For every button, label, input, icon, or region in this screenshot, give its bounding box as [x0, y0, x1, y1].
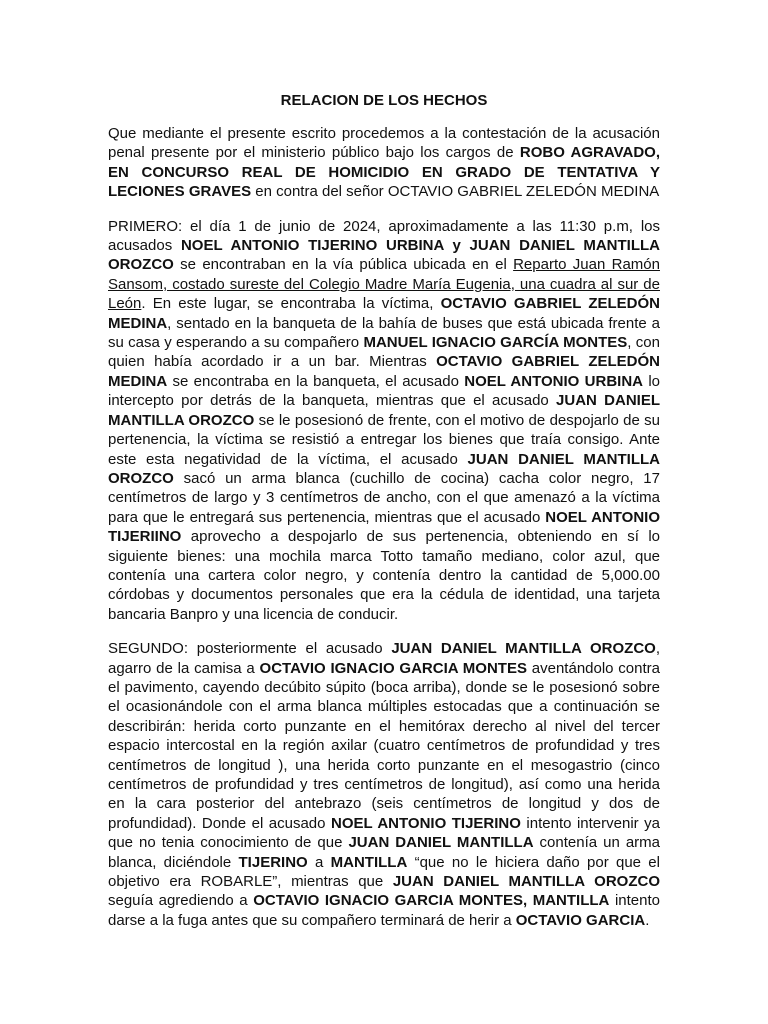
bold-text: NOEL ANTONIO URBINA — [464, 372, 643, 390]
bold-text: NOEL ANTONIO TIJERINO URBINA y JUAN DANIEL MANTILLA OROZCO — [108, 237, 660, 274]
bold-text: JUAN DANIEL MANTILLA — [348, 834, 534, 852]
primero-paragraph — [108, 217, 660, 625]
text-run: seguía agrediendo a — [108, 892, 254, 910]
text-run: intento intervenir ya que no tenia conocimiento de que — [108, 814, 661, 852]
text-run: contenía un arma blanca, diciéndole — [108, 834, 660, 871]
bold-text: NOEL ANTONIO TIJERINO — [331, 814, 521, 832]
text-run: sacó un arma blanca (cuchillo de cocina) cacha color negro, 17 centímetros de largo y 3 centímetros de ancho, con el que amenazó a la víctima para que le entregará sus pertenencia, mientras que el acusado — [108, 469, 660, 526]
bold-text: MANTILLA — [330, 853, 408, 871]
bold-text: TIJERINO — [238, 853, 308, 871]
document-body — [108, 124, 660, 930]
document-title: RELACION DE LOS HECHOS — [280, 92, 488, 109]
text-run: , agarro de la camisa a — [108, 640, 661, 677]
bold-text: JUAN DANIEL MANTILLA OROZCO — [108, 392, 660, 429]
bold-text: OCTAVIO GABRIEL ZELEDÓN MEDINA — [108, 295, 660, 332]
bold-text: NOEL ANTONIO TIJERIINO — [108, 508, 660, 546]
bold-text: OCTAVIO GARCIA — [515, 911, 646, 929]
text-run: a — [307, 853, 331, 871]
text-run: aprovecho a despojarlo de sus pertenencia, obteniendo en sí lo siguiente bienes: una mochila marca Totto tamaño mediano, color azul, que contenía una cartera color negro, y contenía dentro la cantidad de 5,000.00 córdobas y documentos personales que era la cédula de identidad, una tarjeta bancaria Banpro y una licencia de conducir. — [108, 528, 660, 623]
bold-text: OCTAVIO IGNACIO GARCIA MONTES, MANTILLA — [253, 892, 610, 910]
text-run: lo intercepto por detrás de la banqueta, mientras que el acusado — [108, 372, 661, 410]
text-run: intento darse a la fuga antes que su compañero terminará de herir a — [108, 892, 660, 929]
text-run: se encontraba en la banqueta, el acusado — [167, 372, 465, 390]
bold-text: MANUEL IGNACIO GARCÍA MONTES — [363, 334, 628, 352]
text-run: SEGUNDO: posteriormente el acusado — [108, 640, 392, 658]
bold-text: JUAN DANIEL MANTILLA OROZCO — [108, 450, 660, 487]
text-run: se le posesionó de frente, con el motivo de despojarlo de su pertenencia, la víctima se resistió a entregar los bienes que traía consigo. Ante este esta negatividad de la víctima, el acusado — [108, 411, 661, 468]
bold-text: JUAN DANIEL MANTILLA OROZCO — [392, 873, 660, 891]
text-run: PRIMERO: el día 1 de junio de 2024, aproximadamente a las 11:30 p.m, los acusados — [108, 217, 660, 255]
bold-text: OCTAVIO IGNACIO GARCIA MONTES — [259, 659, 527, 677]
bold-text: ROBO AGRAVADO, EN CONCURSO REAL DE HOMICIDIO EN GRADO DE TENTATIVA Y LECIONES GRAVES — [108, 144, 660, 201]
text-run: se encontraban en la vía pública ubicada en el — [173, 256, 514, 274]
segundo-paragraph — [108, 639, 660, 930]
underlined-text: Reparto Juan Ramón Sansom, costado sureste del Colegio Madre María Eugenia, una cuadra al sur de León — [108, 256, 660, 313]
bold-text: JUAN DANIEL MANTILLA OROZCO — [391, 640, 656, 658]
text-run: aventándolo contra el pavimento, cayendo decúbito súpito (boca arriba), donde se le posesionó sobre el ocasionándole con el arma blanca múltiples estocadas que a continuación se describirán: herida corto punzante en el hemitórax derecho al nivel del tercer espacio intercostal en la región axilar (cuatro centímetros de profundidad y tres centímetros de longitud ), una herida corto punzante en el mesogastrio (cinco centímetros de profundidad y tres centímetros de longitud), así como una herida en la cara posterior del antebrazo (seis centímetros de longitud y dos de profundidad). Donde el acusado — [108, 659, 660, 832]
text-run: “que no le hiciera daño por que el objetivo era ROBARLE”, mientras que — [108, 853, 660, 891]
intro-paragraph — [108, 124, 660, 202]
bold-text: OCTAVIO GABRIEL ZELEDÓN MEDINA — [108, 353, 660, 390]
text-run: en contra del señor OCTAVIO GABRIEL ZELEDÓN MEDINA — [251, 183, 660, 201]
text-run: , sentado en la banqueta de la bahía de buses que está ubicada frente a su casa y esperando a su compañero — [108, 314, 660, 352]
text-run: Que mediante el presente escrito procedemos a la contestación de la acusación penal presente por el ministerio público bajo los cargos de — [108, 125, 660, 162]
text-run: . En este lugar, se encontraba la víctima, — [141, 295, 441, 313]
text-run: . — [645, 911, 650, 929]
text-run: , con quien había acordado ir a un bar. Mientras — [108, 334, 660, 371]
